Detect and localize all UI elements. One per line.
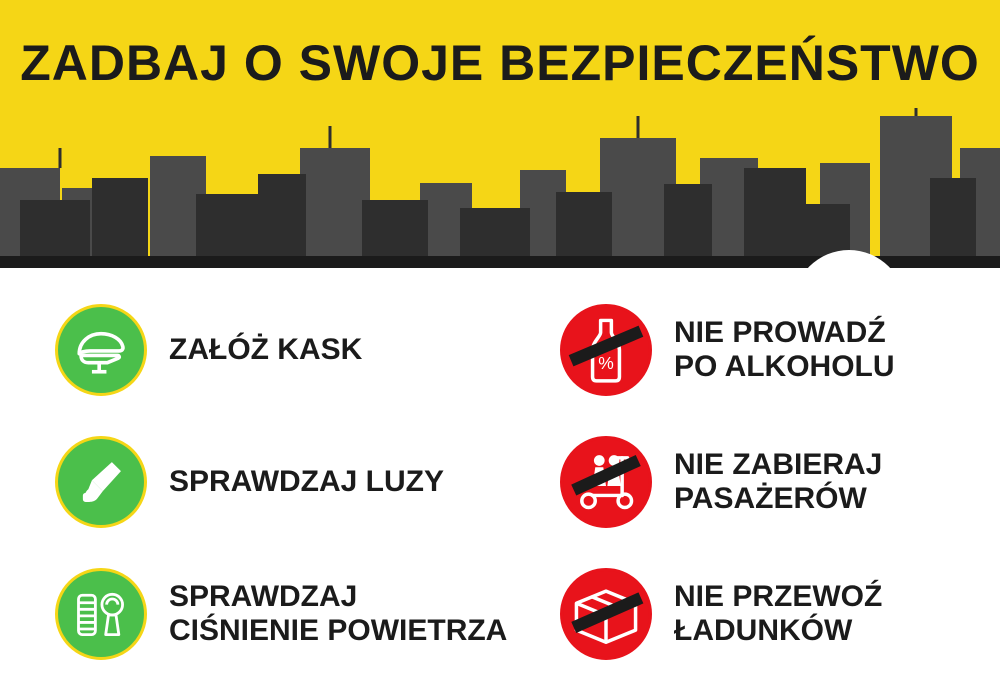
tip-line-1: SPRAWDZAJ <box>169 580 358 614</box>
no-alcohol-badge <box>560 304 652 396</box>
tip-label <box>652 448 882 515</box>
tips-column-right <box>560 290 1000 686</box>
list-item <box>55 290 525 410</box>
tip-line-1: NIE PRZEWOŹ <box>674 580 883 614</box>
poster-header <box>0 0 1000 268</box>
tips-column-left <box>55 290 525 686</box>
no-cargo-box-icon <box>563 571 649 657</box>
tire-pressure-badge <box>55 568 147 660</box>
no-passengers-scooter-icon <box>563 439 649 525</box>
page-title: ZADBAJ O SWOJE BEZPIECZEŃSTWO <box>20 35 980 91</box>
list-item <box>55 422 525 542</box>
tip-line-2: CIŚNIENIE POWIETRZA <box>169 614 508 647</box>
svg-text:%: % <box>598 352 614 373</box>
tips-area <box>0 268 1000 700</box>
tip-line-2: ŁADUNKÓW <box>674 614 853 647</box>
tip-line-2: PO ALKOHOLU <box>674 350 895 383</box>
tip-label <box>652 316 895 383</box>
helmet-icon <box>72 321 130 379</box>
helmet-badge <box>55 304 147 396</box>
screwdriver-icon <box>72 453 130 511</box>
list-item <box>560 422 1000 542</box>
screwdriver-badge <box>55 436 147 528</box>
tip-label <box>652 580 882 647</box>
tire-pressure-icon <box>71 584 131 644</box>
tip-line-1: NIE ZABIERAJ <box>674 448 883 482</box>
tip-line-1: SPRAWDZAJ LUZY <box>169 465 445 499</box>
no-alcohol-bottle-icon <box>563 307 649 393</box>
tip-label <box>147 465 444 499</box>
list-item <box>560 290 1000 410</box>
tip-line-1: NIE PROWADŹ <box>674 316 886 350</box>
list-item <box>560 554 1000 674</box>
city-skyline-illustration <box>0 108 1000 268</box>
tip-line-2: PASAŻERÓW <box>674 482 867 515</box>
tip-line-1: ZAŁÓŻ KASK <box>169 333 363 367</box>
tip-label <box>147 580 507 647</box>
no-passengers-badge <box>560 436 652 528</box>
no-cargo-badge <box>560 568 652 660</box>
tip-label <box>147 333 362 367</box>
list-item <box>55 554 525 674</box>
